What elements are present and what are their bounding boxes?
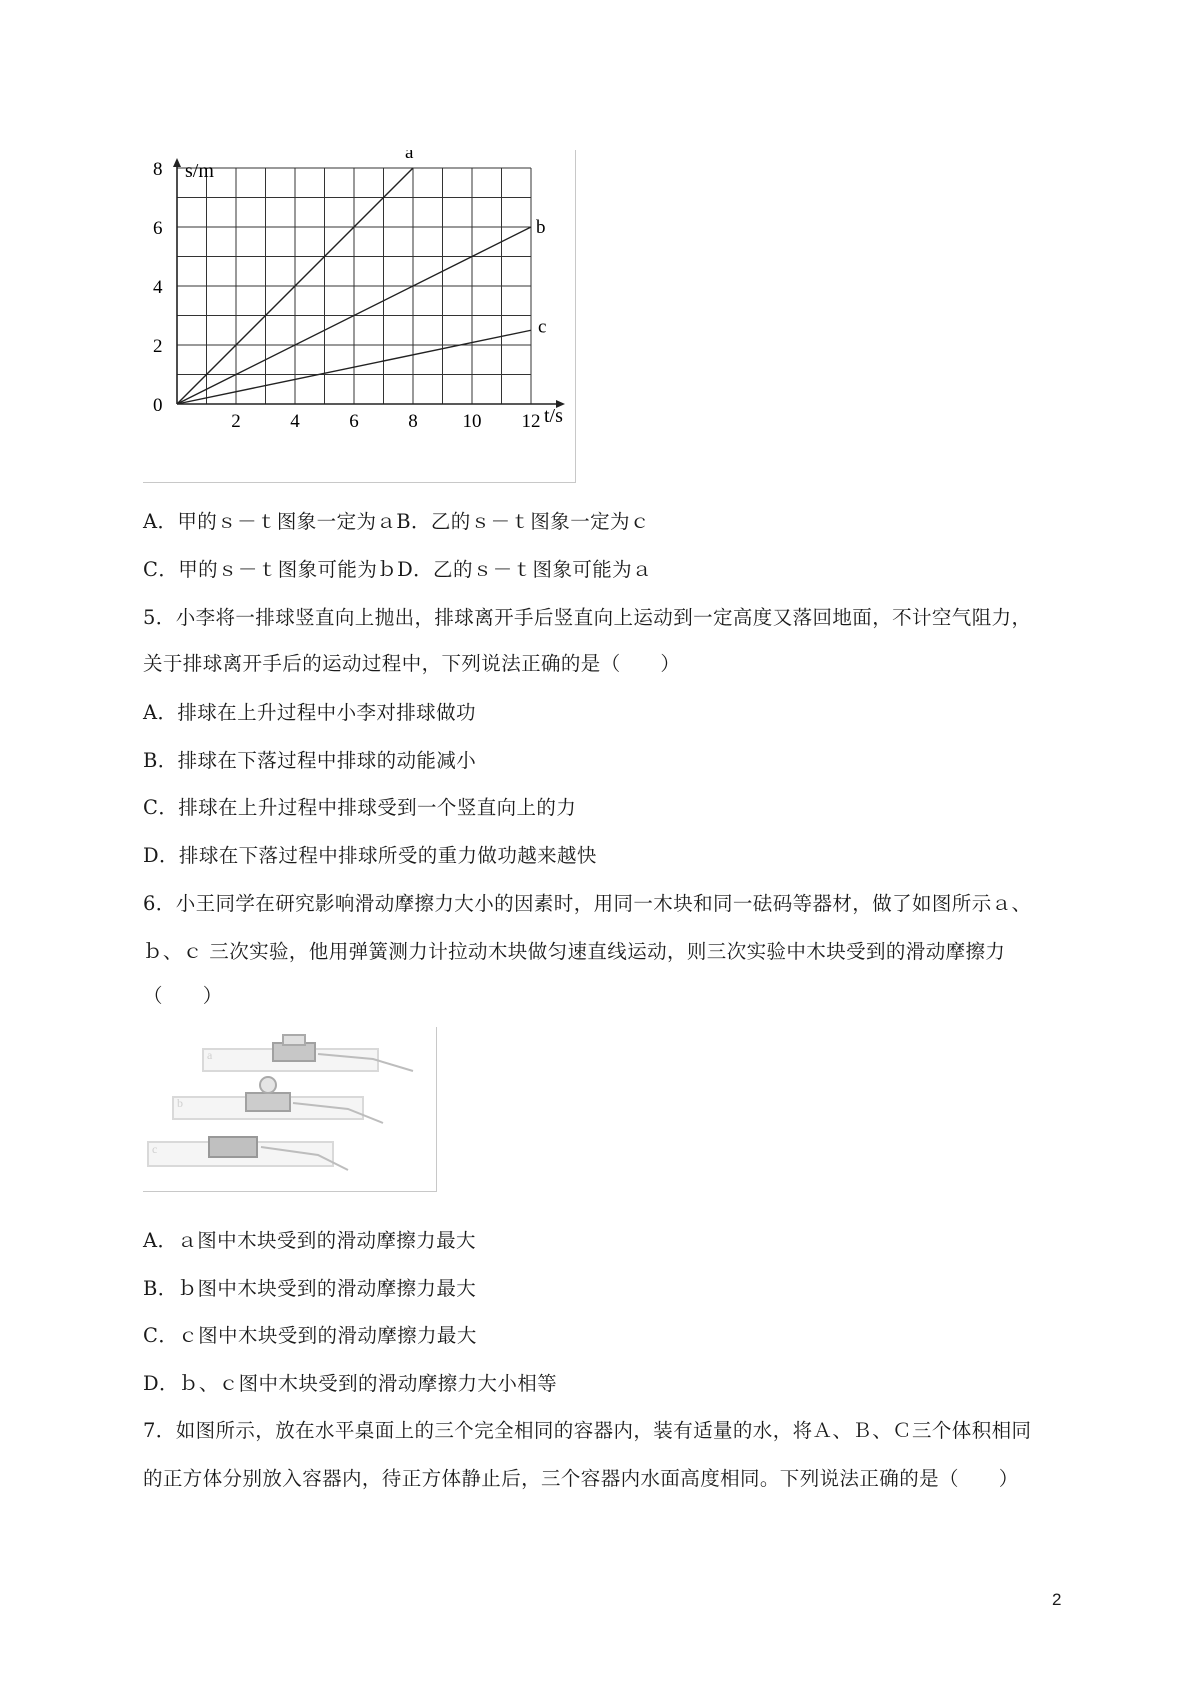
q4-options-row1: A．甲的ｓ－ｔ图象一定为ａB．乙的ｓ－ｔ图象一定为ｃ <box>143 510 650 533</box>
x-tick-label: 8 <box>408 411 418 432</box>
q6-stem-line1: 6．小王同学在研究影响滑动摩擦力大小的因素时，用同一木块和同一砝码等器材，做了如图所示ａ、 <box>143 892 1032 915</box>
q4-options-row2: C．甲的ｓ－ｔ图象可能为ｂD．乙的ｓ－ｔ图象可能为ａ <box>143 558 652 581</box>
q6-stem-line3: （ ） <box>143 984 223 1007</box>
q5-stem-line1: 5．小李将一排球竖直向上抛出，排球离开手后竖直向上运动到一定高度又落回地面，不计空气阻力， <box>143 606 1032 629</box>
y-tick-label: 2 <box>153 336 163 357</box>
y-tick-label: 4 <box>153 277 163 298</box>
series-label-a: a <box>405 150 414 163</box>
y-tick-label: 6 <box>153 218 163 239</box>
x-tick-label: 6 <box>349 411 359 432</box>
x-axis-label: t/s <box>544 405 563 427</box>
series-label-b: b <box>536 217 546 238</box>
x-tick-label: 12 <box>521 411 541 432</box>
page-number: 2 <box>1052 1590 1062 1609</box>
q7-stem-line2: 的正方体分别放入容器内，待正方体静止后，三个容器内水面高度相同。下列说法正确的是（ ） <box>143 1467 1019 1490</box>
x-tick-label: 4 <box>290 411 300 432</box>
q6-option-c: C．ｃ图中木块受到的滑动摩擦力最大 <box>143 1324 477 1347</box>
y-tick-label: 0 <box>153 395 163 416</box>
q7-stem-line1: 7．如图所示，放在水平桌面上的三个完全相同的容器内，装有适量的水，将Ａ、Ｂ、Ｃ三个体积相同 <box>143 1419 1032 1442</box>
q5-option-b: B．排球在下落过程中排球的动能减小 <box>143 749 477 772</box>
y-tick-label: 8 <box>153 159 163 180</box>
st-graph-chart <box>143 150 575 482</box>
svg-text:b: b <box>177 1096 183 1110</box>
x-tick-label: 2 <box>231 411 241 432</box>
q5-option-c: C．排球在上升过程中排球受到一个竖直向上的力 <box>143 796 577 819</box>
q6-stem-line2: ｂ、ｃ 三次实验，他用弹簧测力计拉动木块做匀速直线运动，则三次实验中木块受到的滑动摩擦力 <box>143 940 1006 963</box>
svg-text:c: c <box>152 1142 158 1156</box>
q6-option-d: D．ｂ、ｃ图中木块受到的滑动摩擦力大小相等 <box>143 1372 558 1395</box>
q5-stem-line2: 关于排球离开手后的运动过程中，下列说法正确的是（ ） <box>143 652 681 675</box>
friction-experiment-illustration <box>143 1027 436 1191</box>
st-graph-figure <box>143 150 576 483</box>
q5-option-d: D．排球在下落过程中排球所受的重力做功越来越快 <box>143 844 597 867</box>
series-label-c: c <box>538 316 547 338</box>
q6-option-b: B．ｂ图中木块受到的滑动摩擦力最大 <box>143 1277 477 1300</box>
y-axis-label: s/m <box>185 160 214 182</box>
q6-option-a: A．ａ图中木块受到的滑动摩擦力最大 <box>143 1229 476 1252</box>
svg-text:a: a <box>207 1048 213 1062</box>
friction-experiment-image <box>143 1027 437 1192</box>
x-tick-label: 10 <box>462 411 482 432</box>
q5-option-a: A．排球在上升过程中小李对排球做功 <box>143 701 476 724</box>
